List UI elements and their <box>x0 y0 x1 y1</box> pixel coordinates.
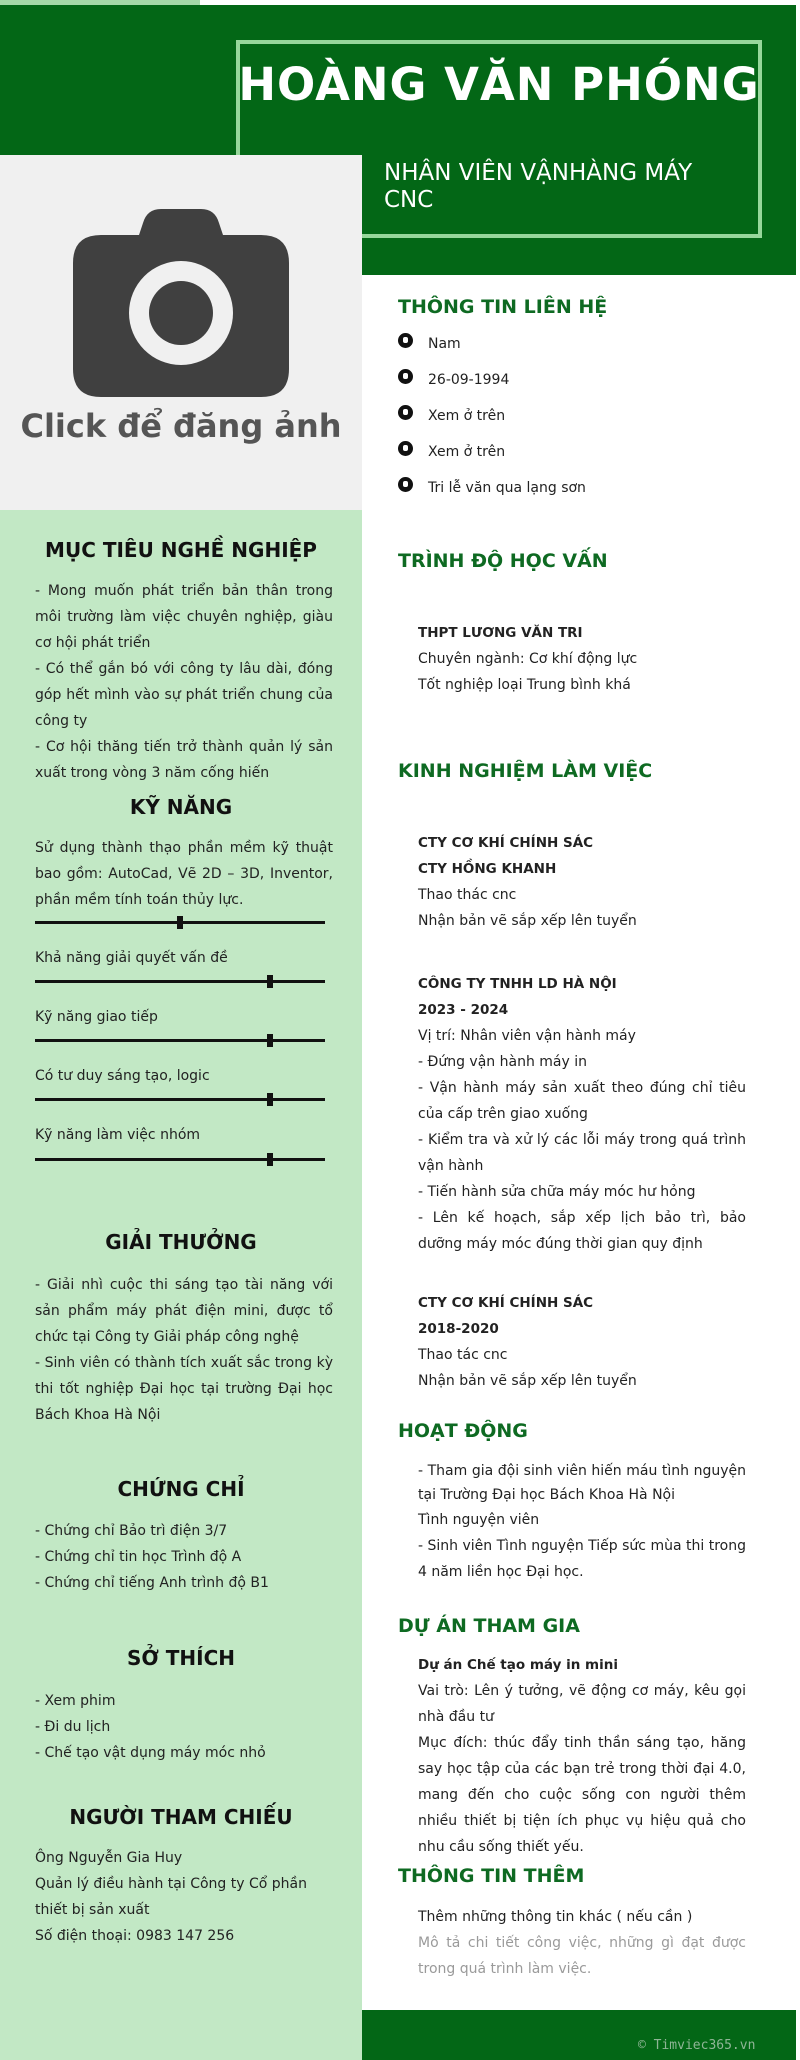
job-line: Nhận bản vẽ sắp xếp lên tuyển <box>418 913 637 929</box>
skill-name[interactable]: Kỹ năng giao tiếp <box>35 1009 158 1025</box>
certificate-line: - Chứng chỉ Bảo trì điện 3/7 <box>35 1523 228 1539</box>
job-line: - Tiến hành sửa chữa máy móc hư hỏng <box>418 1184 696 1200</box>
skill-bar <box>35 1039 325 1042</box>
education-title[interactable]: TRÌNH ĐỘ HỌC VẤN <box>398 550 608 572</box>
skills-title[interactable]: KỸ NĂNG <box>129 795 233 819</box>
certificates-title[interactable]: CHỨNG CHỈ <box>117 1477 245 1501</box>
job-subtitle: 2023 - 2024 <box>418 1002 509 1018</box>
job-line: Vị trí: Nhân viên vận hành máy <box>418 1028 636 1044</box>
job-line: - Đứng vận hành máy in <box>418 1054 587 1070</box>
objective-text[interactable] <box>35 578 333 786</box>
camera-icon <box>73 207 289 397</box>
objective-title[interactable]: MỤC TIÊU NGHỀ NGHIỆP <box>45 538 317 562</box>
skill-bar <box>35 1158 325 1161</box>
education-school: THPT LƯƠNG VĂN TRI <box>418 625 583 641</box>
reference-line: Quản lý điều hành tại Công ty Cổ phần thiết bị sản xuất <box>35 1876 307 1918</box>
contact-email[interactable]: Xem ở trên <box>428 444 506 460</box>
awards-text[interactable] <box>35 1272 333 1428</box>
experience-title[interactable]: KINH NGHIỆM LÀM VIỆC <box>398 760 653 782</box>
references-text[interactable] <box>35 1845 333 1949</box>
watermark: © Timviec365.vn <box>638 2038 756 2053</box>
job-subtitle: 2018-2020 <box>418 1321 499 1337</box>
hobbies-text[interactable] <box>35 1688 333 1766</box>
skill-level-handle[interactable] <box>267 1153 273 1166</box>
education-major: Chuyên ngành: Cơ khí động lực <box>418 651 638 667</box>
job-line: Thao thác cnc <box>418 887 517 903</box>
education-grade: Tốt nghiệp loại Trung bình khá <box>418 677 631 693</box>
activity-line: Tình nguyện viên <box>418 1512 540 1528</box>
award-line: - Giải nhì cuộc thi sáng tạo tài năng với sản phẩm máy phát điện mini, được tổ chức tại Công ty Giải pháp công nghệ <box>35 1277 333 1345</box>
projects-text[interactable] <box>418 1652 746 1860</box>
objective-line: - Mong muốn phát triển bản thân trong môi trường làm việc chuyên nghiệp, giàu cơ hội phát triển <box>35 583 333 651</box>
references-title[interactable]: NGƯỜI THAM CHIẾU <box>69 1805 293 1829</box>
skill-name[interactable]: Khả năng giải quyết vấn đề <box>35 950 228 966</box>
phone-icon <box>398 405 413 420</box>
hobbies-title[interactable]: SỞ THÍCH <box>126 1646 236 1670</box>
project-goal: Mục đích: thúc đẩy tinh thần sáng tạo, hăng say học tập của các bạn trẻ trong thời đại 4.0, mang đến cho cuộc sống con người thêm nhiều thiết bị tiện ích phục vụ hiệu quả cho nhu cầu sống thiết yếu. <box>418 1735 746 1855</box>
awards-title[interactable]: GIẢI THƯỞNG <box>105 1230 257 1254</box>
job-line: - Vận hành máy sản xuất theo đúng chỉ tiêu của cấp trên giao xuống <box>418 1080 746 1122</box>
photo-upload[interactable] <box>0 155 362 510</box>
footer-left <box>0 2010 362 2060</box>
job-line: Nhận bản vẽ sắp xếp lên tuyển <box>418 1373 637 1389</box>
projects-title[interactable]: DỰ ÁN THAM GIA <box>398 1615 580 1637</box>
page-edge <box>796 0 800 2060</box>
contact-gender[interactable]: Nam <box>428 336 461 352</box>
experience-job[interactable] <box>418 1290 746 1394</box>
job-subtitle: CTY HỒNG KHANH <box>418 861 557 877</box>
job-line: - Kiểm tra và xử lý các lỗi máy trong quá trình vận hành <box>418 1132 746 1174</box>
location-icon <box>398 477 413 492</box>
experience-job[interactable] <box>418 830 746 934</box>
job-line: - Lên kế hoạch, sắp xếp lịch bảo trì, bảo dưỡng máy móc đúng thời gian quy định <box>418 1210 746 1252</box>
reference-line: Số điện thoại: 0983 147 256 <box>35 1928 235 1944</box>
activities-title[interactable]: HOẠT ĐỘNG <box>398 1420 528 1442</box>
skill-level-handle[interactable] <box>267 1034 273 1047</box>
more-info-placeholder: Mô tả chi tiết công việc, những gì đạt được trong quá trình làm việc. <box>418 1935 746 1977</box>
candidate-name[interactable]: HOÀNG VĂN PHÓNG <box>238 58 760 111</box>
project-name: Dự án Chế tạo máy in mini <box>418 1657 618 1673</box>
hobby-line: - Chế tạo vật dụng máy móc nhỏ <box>35 1745 266 1761</box>
project-role: Vai trò: Lên ý tưởng, vẽ động cơ máy, kêu gọi nhà đầu tư <box>418 1683 746 1725</box>
skill-bar <box>35 980 325 983</box>
skills-intro[interactable]: Sử dụng thành thạo phần mềm kỹ thuật bao gồm: AutoCad, Vẽ 2D – 3D, Inventor, phần mềm tính toán thủy lực. <box>35 840 333 908</box>
skill-level-handle[interactable] <box>267 975 273 988</box>
more-info-title[interactable]: THÔNG TIN THÊM <box>398 1865 585 1887</box>
skill-level-handle[interactable] <box>177 916 183 929</box>
objective-line: - Cơ hội thăng tiến trở thành quản lý sản xuất trong vòng 3 năm cống hiến <box>35 739 333 781</box>
experience-job[interactable] <box>418 971 746 1257</box>
certificate-line: - Chứng chỉ tiếng Anh trình độ B1 <box>35 1575 269 1591</box>
certificate-line: - Chứng chỉ tin học Trình độ A <box>35 1549 242 1565</box>
skill-bar <box>35 921 325 924</box>
photo-upload-label: Click để đăng ảnh <box>20 407 342 445</box>
reference-line: Ông Nguyễn Gia Huy <box>35 1850 183 1866</box>
skill-name[interactable]: Có tư duy sáng tạo, logic <box>35 1068 210 1084</box>
objective-line: - Có thể gắn bó với công ty lâu dài, đóng góp hết mình vào sự phát triển chung của công ty <box>35 661 333 729</box>
activity-line: - Tham gia đội sinh viên hiến máu tình nguyện tại Trường Đại học Bách Khoa Hà Nội <box>418 1463 746 1503</box>
job-company: CÔNG TY TNHH LD HÀ NỘI <box>418 976 617 992</box>
award-line: - Sinh viên có thành tích xuất sắc trong kỳ thi tốt nghiệp Đại học tại trường Đại học Bách Khoa Hà Nội <box>35 1355 333 1423</box>
clock-icon <box>398 369 413 384</box>
skill-bar <box>35 1098 325 1101</box>
job-company: CTY CƠ KHÍ CHÍNH SÁC <box>418 835 594 851</box>
job-line: Thao tác cnc <box>418 1347 508 1363</box>
candidate-position[interactable]: NHÂN VIÊN VẬNHÀNG MÁY CNC <box>384 160 693 213</box>
more-info-line: Thêm những thông tin khác ( nếu cần ) <box>418 1909 693 1925</box>
more-info-text[interactable] <box>418 1904 746 1982</box>
job-company: CTY CƠ KHÍ CHÍNH SÁC <box>418 1295 594 1311</box>
hobby-line: - Xem phim <box>35 1693 116 1709</box>
activities-text[interactable] <box>418 1459 746 1585</box>
user-icon <box>398 333 413 348</box>
contact-address[interactable]: Tri lễ văn qua lạng sơn <box>428 480 586 496</box>
contact-phone[interactable]: Xem ở trên <box>428 408 506 424</box>
certificates-text[interactable] <box>35 1518 333 1596</box>
email-icon <box>398 441 413 456</box>
contact-birthday[interactable]: 26-09-1994 <box>428 372 510 388</box>
hobby-line: - Đi du lịch <box>35 1719 111 1735</box>
education-block[interactable] <box>418 620 746 698</box>
contact-title[interactable]: THÔNG TIN LIÊN HỆ <box>398 296 608 318</box>
skill-level-handle[interactable] <box>267 1093 273 1106</box>
skill-name[interactable]: Kỹ năng làm việc nhóm <box>35 1127 201 1143</box>
activity-line: - Sinh viên Tình nguyện Tiếp sức mùa thi trong 4 năm liền học Đại học. <box>418 1538 746 1580</box>
